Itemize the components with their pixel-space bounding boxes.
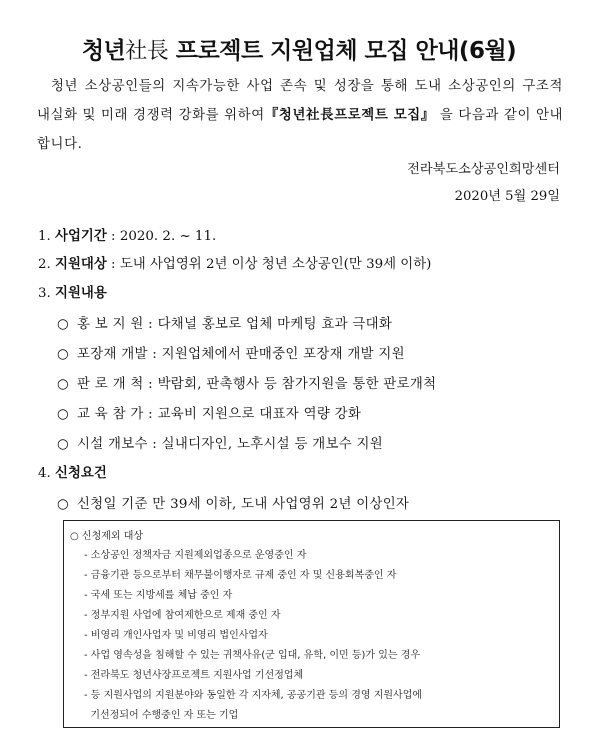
support-item-name: 포장재 개발	[77, 347, 148, 362]
exclusion-box	[63, 520, 560, 728]
bullet-circle-icon: ○	[57, 407, 69, 422]
exclusion-item: - 금융기관 등으로부터 채무불이행자로 규제 중인 자 및 신용회복중인 자	[84, 570, 397, 581]
section-requirements: 4. 신청요건	[38, 465, 107, 481]
support-item-desc: 박람회, 판촉행사 등 참가지원을 통한 판로개척	[157, 377, 437, 392]
support-item-name: 교 육 참 가	[77, 407, 144, 422]
title-part2: 프로젝트 지원업체 모집 안내(6월)	[168, 38, 517, 64]
section-title: 지원대상	[55, 256, 107, 272]
support-item: ○ 교 육 참 가 : 교육비 지원으로 대표자 역량 강화	[57, 407, 362, 422]
support-item: ○ 포장재 개발 : 지원업체에서 판매중인 포장재 개발 지원	[57, 347, 405, 362]
intro-text-end: 을 다음과 같이 안내합니다.	[37, 108, 564, 152]
requirement-text: 신청일 기준 만 39세 이하, 도내 사업영위 2년 이상인자	[77, 497, 410, 512]
bullet-circle-icon: ○	[57, 347, 69, 362]
bullet-circle-icon: ○	[57, 497, 69, 512]
section-target: 2. 지원대상 : 도내 사업영위 2년 이상 청년 소상공인(만 39세 이하)	[38, 256, 432, 272]
exclusion-item: - 비영리 개인사업자 및 비영리 법인사업자	[84, 630, 268, 641]
support-item-name: 판 로 개 척	[77, 377, 144, 392]
bullet-circle-icon: ○	[57, 437, 69, 452]
section-title: 신청요건	[55, 465, 107, 481]
requirement-item	[57, 493, 409, 512]
intro-text: 청년 소상공인들의 지속가능한 사업 존속 및 성장을 통해 도내 소상공인의 구조적 내실화 및 미래 경쟁력 강화를 위하여	[37, 79, 563, 123]
exclusion-item: 기선정되어 수행중인 자 또는 기업	[84, 710, 239, 721]
section-value: 2020. 2. ~ 11.	[119, 229, 217, 244]
bullet-circle-icon: ○	[57, 317, 69, 332]
exclusion-heading: ○ 신청제외 대상	[70, 531, 144, 542]
exclusion-item: - 국세 또는 지방세를 체납 중인 자	[84, 590, 233, 601]
support-item-desc: 실내디자인, 노후시설 등 개보수 지원	[161, 437, 383, 452]
section-period: 1. 사업기간 : 2020. 2. ~ 11.	[38, 228, 217, 244]
bullet-circle-icon: ○	[57, 377, 69, 392]
document-date: 2020년 5월 29일	[454, 189, 560, 204]
title-part1: 청년	[81, 38, 126, 64]
support-item: ○ 홍 보 지 원 : 다채널 홍보로 업체 마케팅 효과 극대화	[57, 317, 393, 332]
exclusion-item: - 전라북도 청년사장프로젝트 지원사업 기선정업체	[84, 670, 304, 681]
support-item-desc: 교육비 지원으로 대표자 역량 강화	[157, 407, 362, 422]
program-name: 『청년社長프로젝트 모집』	[264, 107, 435, 123]
section-support: 3. 지원내용	[38, 285, 107, 301]
support-item: ○ 시설 개보수 : 실내디자인, 노후시설 등 개보수 지원	[57, 437, 383, 452]
support-item: ○ 판 로 개 척 : 박람회, 판촉행사 등 참가지원을 통한 판로개척	[57, 377, 437, 392]
section-title: 지원내용	[55, 285, 107, 301]
support-item-desc: 지원업체에서 판매중인 포장재 개발 지원	[161, 347, 405, 362]
support-item-desc: 다채널 홍보로 업체 마케팅 효과 극대화	[157, 317, 393, 332]
section-title: 사업기간	[55, 228, 107, 244]
section-value: 도내 사업영위 2년 이상 청년 소상공인(만 39세 이하)	[119, 257, 432, 272]
intro-paragraph	[37, 72, 563, 159]
support-item-name: 시설 개보수	[77, 437, 148, 452]
exclusion-item: - 등 지원사업의 지원분야와 동일한 각 지자체, 공공기관 등의 경영 지원사업에	[84, 690, 423, 701]
exclusion-item: - 소상공인 정책자금 지원제외업종으로 운영중인 자	[84, 550, 307, 561]
document-title	[0, 32, 598, 65]
exclusion-item: - 사업 영속성을 침해할 수 있는 귀책사유(군 입대, 유학, 이민 등)가 있는 경우	[84, 650, 421, 661]
organization-name: 전라북도소상공인희망센터	[407, 162, 560, 177]
support-item-name: 홍 보 지 원	[77, 317, 144, 332]
exclusion-item: - 정부지원 사업에 참여제한으로 제재 중인 자	[84, 610, 281, 621]
title-hanja: 社長	[125, 39, 169, 64]
